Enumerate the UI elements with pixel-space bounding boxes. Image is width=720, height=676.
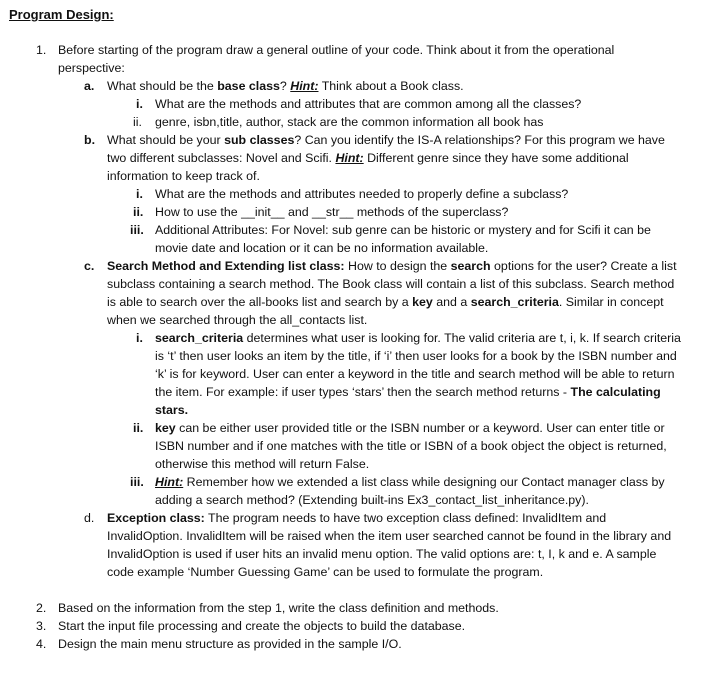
item-1c-i-marker: i. [136,331,143,345]
item-1b-iii-marker: iii. [130,223,144,237]
item-1a-ii-text: genre, isbn,title, author, stack are the common information all book has [155,115,544,129]
item-1a-text: What should be the base class? Hint: Think about a Book class. [107,79,464,93]
item-1c-i-text: search_criteria determines what user is looking for. The valid criteria are t, i, k. If search criteria is ‘t’ then user looks an item by the title, if ‘i’ then user looks for a book by the ISBN number and ‘k’ is for keyword. User can enter a keyword in the title and search method will be able to return the item. For example: if user types ‘stars’ then the search method returns - The calculating stars. [155,331,681,417]
item-1a-ii-marker: ii. [133,115,142,129]
page-title: Program Design: [9,7,114,22]
item-1c-marker: c. [84,259,95,273]
item-1c-text: Search Method and Extending list class: How to design the search options for the user? Create a list subclass containing a search method. The Book class will contain a list of this subclass. Search method is able to search over the all-books list and search by a key and a search_criteria. Similar in concept when we searched through the all_contacts list. [107,259,677,327]
item-1c-ii-marker: ii. [133,421,144,435]
item-1b-i-text: What are the methods and attributes needed to properly define a subclass? [155,187,569,201]
item-1b-i-marker: i. [136,187,143,201]
item-1a-marker: a. [84,79,95,93]
item-1b-text: What should be your sub classes? Can you identify the IS-A relationships? For this program we have two different subclasses: Novel and Scifi. Hint: Different genre since they have some additional information to keep track of. [107,133,665,183]
item-1b-ii-marker: ii. [133,205,144,219]
item-1c-iii-marker: iii. [130,475,144,489]
item-2-text: Based on the information from the step 1, write the class definition and methods. [58,601,499,615]
item-1-marker: 1. [36,43,47,57]
item-1b-ii-text: How to use the __init__ and __str__ methods of the superclass? [155,205,509,219]
item-3-marker: 3. [36,619,47,633]
item-2-marker: 2. [36,601,47,615]
item-1a-i-marker: i. [136,97,143,111]
item-1d-marker: d. [84,511,95,525]
item-1b-marker: b. [84,133,96,147]
item-3-text: Start the input file processing and create the objects to build the database. [58,619,466,633]
item-1c-ii-text: key can be either user provided title or the ISBN number or a keyword. User can enter title or ISBN number and if one matches with the title or ISBN of a book object the object is returned, otherwise this method will return False. [155,421,667,471]
item-4-marker: 4. [36,637,47,651]
item-1b-iii-text: Additional Attributes: For Novel: sub genre can be historic or mystery and for Scifi it can be movie date and location or it can be no information available. [155,223,651,255]
item-1c-iii-text: Hint: Remember how we extended a list class while designing our Contact manager class by adding a search method? (Extending built-ins Ex3_contact_list_inheritance.py). [155,475,665,507]
item-1d-text: Exception class: The program needs to have two exception class defined: InvalidItem and InvalidOption. InvalidItem will be raised when the item user searched cannot be found in the library and InvalidOption is used if user hits an invalid menu option. The valid options are: t, I, k and e. A sample code example ‘Number Guessing Game’ can be used to formulate the program. [107,511,672,579]
item-1-text: Before starting of the program draw a general outline of your code. Think about it from the operational perspective: [58,43,615,75]
item-4-text: Design the main menu structure as provided in the sample I/O. [58,637,402,651]
item-1a-i-text: What are the methods and attributes that are common among all the classes? [155,97,582,111]
